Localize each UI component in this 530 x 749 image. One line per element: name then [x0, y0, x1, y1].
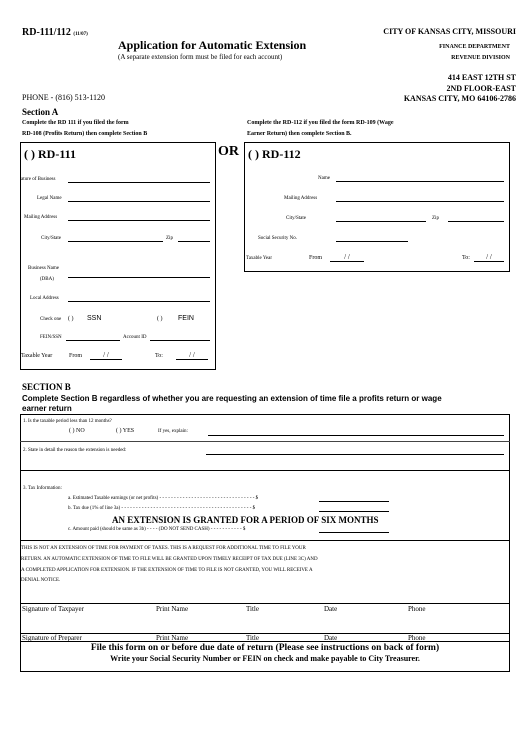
account-id-label: Account ID — [123, 335, 147, 340]
rd112-zip-label: Zip — [432, 216, 439, 221]
nature-field[interactable] — [68, 182, 210, 183]
from-label: From — [69, 353, 83, 359]
dba-label: (DBA) — [40, 277, 54, 282]
date-label: Date — [324, 605, 338, 613]
address-line-2: 2ND FLOOR-EAST — [446, 84, 516, 93]
zip-field[interactable] — [178, 241, 210, 242]
from-date-field[interactable]: / / — [90, 351, 122, 360]
city-name: CITY OF KANSAS CITY, MISSOURI — [383, 27, 516, 36]
section-b-instr-1: Complete Section B regardless of whether you are requesting an extension of time file a profits return or wage — [22, 394, 442, 403]
q1-no-option[interactable]: ( ) NO — [69, 428, 85, 434]
divider — [20, 641, 510, 642]
q1-label: 1. Is the taxable period less than 12 months? — [23, 419, 112, 424]
q2-field-2[interactable] — [20, 470, 510, 471]
rd112-name-label: Name — [318, 176, 330, 181]
section-a-instr-left-1: Complete the RD 111 if you filed the form — [22, 120, 129, 126]
to-label: To: — [155, 353, 163, 359]
rd112-taxable-year-label: Taxable Year — [246, 256, 273, 261]
signature-taxpayer-line[interactable] — [20, 603, 510, 604]
legal-name-label: Legal Name — [37, 196, 62, 201]
nature-label: ature of Business — [21, 177, 56, 182]
rd111-title[interactable]: ( ) RD-111 — [24, 147, 76, 161]
q3b-field[interactable] — [319, 511, 389, 512]
footer-line-2: Write your Social Security Number or FEIN on check and make payable to City Treasurer. — [110, 654, 420, 663]
mailing-field[interactable] — [68, 220, 210, 221]
notice-line-3: A COMPLETED APPLICATION FOR EXTENSION. IF THE EXTENSION OF TIME TO FILE IS NOT GRANTED, YOU WILL RECEIVE A — [21, 568, 313, 573]
taxable-year-label: Taxable Year — [21, 353, 53, 359]
notice-line-2: RETURN. AN AUTOMATIC EXTENSION OF TIME TO FILE WILL BE GRANTED UPON TIMELY RECEIPT OF TAX DUE (LINE 3C) AND — [21, 557, 318, 562]
ssn-checkbox[interactable]: ( ) — [68, 316, 74, 322]
rd112-mailing-field[interactable] — [336, 201, 504, 202]
local-address-label: Local Address — [30, 296, 59, 301]
to-date-field[interactable]: / / — [176, 351, 208, 360]
q3-label: 3. Tax Information: — [23, 486, 62, 491]
q1-explain-field[interactable] — [208, 435, 504, 436]
phone-label: Phone — [408, 634, 426, 642]
phone-label: Phone — [408, 605, 426, 613]
title-label: Title — [246, 605, 259, 613]
fein-option-label: FEIN — [178, 315, 194, 322]
citystate-label: City/State — [41, 236, 61, 241]
signature-preparer-label: Signature of Preparer — [22, 634, 82, 642]
phone-number: PHONE - (816) 513-1120 — [22, 93, 106, 102]
business-name-field[interactable] — [68, 277, 210, 278]
section-a-instr-right-1: Complete the RD-112 if you filed the form RD-109 (Wage — [247, 120, 394, 126]
rd112-citystate-field[interactable] — [336, 221, 426, 222]
q1-yes-option[interactable]: ( ) YES — [116, 428, 135, 434]
fein-ssn-label: FEIN/SSN — [40, 335, 62, 340]
divider — [20, 441, 510, 442]
rd112-zip-field[interactable] — [448, 221, 504, 222]
department: FINANCE DEPARTMENT — [439, 44, 510, 50]
business-name-label: Business Name — [28, 266, 59, 271]
q2-label: 2. State in detail the reason the extension is needed: — [23, 448, 127, 453]
fein-checkbox[interactable]: ( ) — [157, 316, 163, 322]
fein-ssn-field[interactable] — [66, 340, 120, 341]
rd112-citystate-label: City/State — [286, 216, 306, 221]
zip-label: Zip — [166, 236, 173, 241]
rd112-mailing-label: Mailing Address — [284, 196, 318, 201]
citystate-field[interactable] — [68, 241, 163, 242]
form-subtitle: (A separate extension form must be filed for each account) — [118, 53, 283, 61]
print-name-label: Print Name — [156, 605, 189, 613]
mailing-label: Mailing Address — [24, 215, 58, 220]
signature-preparer-line[interactable] — [20, 633, 510, 634]
address-line-3: KANSAS CITY, MO 64106-2786 — [403, 94, 516, 103]
rd112-from-date-field[interactable]: / / — [330, 253, 364, 262]
or-label: OR — [218, 144, 239, 159]
q3a-label: a. Estimated Taxable earnings (or net profits) - - - - - - - - - - - - - - - - - - - - - - - - - - - - - - - - - $ — [68, 496, 259, 501]
address-line-1: 414 EAST 12TH ST — [447, 73, 516, 82]
divider — [20, 540, 510, 541]
division: REVENUE DIVISION — [451, 55, 510, 61]
rd112-ssn-label: Social Security No. — [258, 236, 298, 241]
section-a-instr-left-2: RD-108 (Profits Return) then complete Section B — [22, 131, 148, 137]
q3c-field[interactable] — [319, 532, 389, 533]
ssn-option-label: SSN — [87, 315, 102, 322]
date-label: Date — [324, 634, 338, 642]
q3b-label: b. Tax due (1% of line 3a) - - - - - - - - - - - - - - - - - - - - - - - - - - - - - - - - - - - - - - - - - - - - - $ — [68, 506, 256, 511]
rd112-to-label: To: — [462, 255, 470, 261]
footer-line-1: File this form on or before due date of return (Please see instructions on back of form) — [90, 643, 440, 653]
check-one-label: Check one — [40, 317, 62, 322]
rd112-name-field[interactable] — [336, 181, 504, 182]
section-a-instr-right-2: Earner Return) then complete Section B. — [247, 131, 352, 137]
notice-line-4: DENIAL NOTICE. — [21, 578, 61, 583]
section-b-heading: SECTION B — [22, 382, 71, 392]
rd112-title[interactable]: ( ) RD-112 — [248, 147, 301, 161]
q1-explain-label: If yes, explain: — [158, 429, 188, 434]
granted-notice: AN EXTENSION IS GRANTED FOR A PERIOD OF SIX MONTHS — [112, 515, 379, 525]
rd112-ssn-field[interactable] — [336, 241, 408, 242]
form-title: Application for Automatic Extension — [118, 38, 307, 52]
legal-name-field[interactable] — [68, 201, 210, 202]
local-address-field[interactable] — [68, 301, 210, 302]
q3c-label: c. Amount paid (should be same as 3b) - - - - (DO NOT SEND CASH) - - - - - - - - - - - $ — [68, 527, 246, 532]
account-id-field[interactable] — [150, 340, 210, 341]
rd112-to-date-field[interactable]: / / — [474, 253, 504, 262]
section-a-heading: Section A — [22, 107, 59, 117]
section-b-instr-2: earner return — [22, 404, 72, 413]
form-number: RD-111/112 (11/07) — [22, 27, 88, 38]
title-label: Title — [246, 634, 259, 642]
rd112-from-label: From — [309, 255, 323, 261]
q3a-field[interactable] — [319, 501, 389, 502]
print-name-label: Print Name — [156, 634, 189, 642]
q2-field-1[interactable] — [206, 454, 504, 455]
signature-taxpayer-label: Signature of Taxpayer — [22, 605, 84, 613]
notice-line-1: THIS IS NOT AN EXTENSION OF TIME FOR PAYMENT OF TAXES. THIS IS A REQUEST FOR ADDITIONAL TIME TO FILE YOUR — [21, 546, 306, 551]
